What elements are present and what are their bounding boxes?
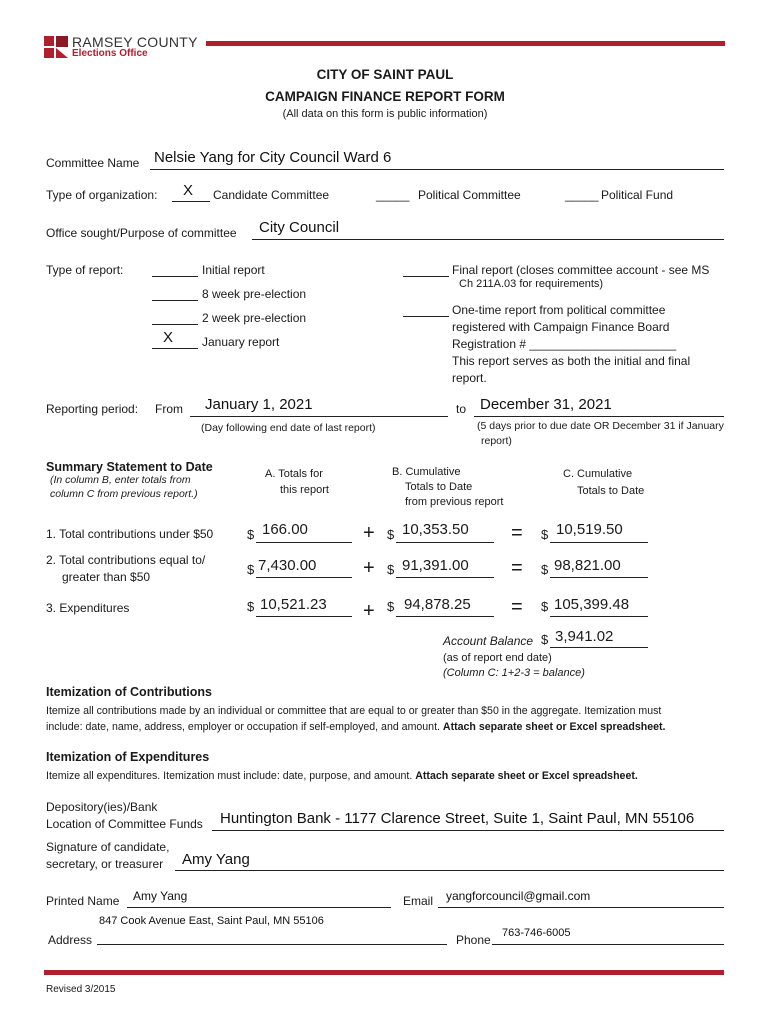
column-c-header: C. Cumulative [563, 468, 633, 480]
signature-value[interactable]: Amy Yang [182, 851, 250, 868]
row3-plus: + [363, 600, 375, 622]
column-c-header-line2: Totals to Date [577, 485, 645, 497]
office-sought-value[interactable]: City Council [259, 219, 340, 236]
row2-plus: + [363, 557, 375, 579]
email-value[interactable]: yangforcouncil@gmail.com [446, 889, 591, 903]
report-type-label: Type of report: [46, 263, 124, 277]
final-report-note: Ch 211A.03 for requirements) [459, 278, 604, 290]
printed-name-line [127, 907, 391, 908]
address-line [97, 944, 447, 945]
account-balance-value[interactable]: 3,941.02 [555, 628, 614, 645]
brand-name: RAMSEY COUNTY [72, 34, 198, 50]
email-label: Email [403, 894, 434, 908]
org-type-label: Type of organization: [46, 188, 158, 202]
row3-c-currency: $ [541, 599, 549, 614]
one-time-report-option: One-time report from political committee [452, 303, 666, 317]
summary-note-line2: column C from previous report.) [50, 488, 198, 500]
committee-name-value[interactable]: Nelsie Yang for City Council Ward 6 [154, 149, 392, 166]
revised-date: Revised 3/2015 [46, 984, 116, 995]
column-b-header-line2: Totals to Date [405, 481, 473, 493]
row3-c-line [550, 616, 648, 617]
row2-a-line [256, 577, 352, 578]
public-info-note: (All data on this form is public information) [282, 108, 488, 120]
form-title-city: CITY OF SAINT PAUL [316, 67, 454, 82]
account-balance-label: Account Balance [443, 634, 534, 648]
period-from-label: From [155, 402, 183, 416]
committee-name-line [150, 169, 724, 170]
itemization-expenditures-title: Itemization of Expenditures [46, 750, 210, 764]
depository-line [212, 830, 724, 831]
column-a-header-line2: this report [280, 484, 329, 496]
row3-equals: = [511, 596, 523, 618]
contributions-requirements: include: date, name, address, employer or occupation if self-employed, and amount. [46, 721, 440, 733]
signature-label: Signature of candidate, [46, 840, 170, 854]
email-line [438, 907, 724, 908]
depository-value[interactable]: Huntington Bank - 1177 Clarence Street, Suite 1, Saint Paul, MN 55106 [220, 810, 695, 827]
contributions-attach-note: Attach separate sheet or Excel spreadsheet. [442, 721, 666, 733]
row2-b-currency: $ [387, 562, 395, 577]
political-committee-blank[interactable]: _____ [376, 188, 410, 202]
period-to-line [474, 416, 724, 417]
column-b-header-line3: from previous report [405, 496, 504, 508]
signature-line [175, 870, 724, 871]
form-title: CAMPAIGN FINANCE REPORT FORM [265, 89, 505, 104]
row2-equals: = [511, 557, 523, 579]
row1-plus: + [363, 522, 375, 544]
one-time-report-line2: registered with Campaign Finance Board [452, 320, 670, 334]
initial-report-blank[interactable] [152, 276, 198, 277]
phone-line [492, 944, 724, 945]
row2-a-value[interactable]: 7,430.00 [258, 557, 317, 574]
row2-b-line [396, 577, 494, 578]
period-from-line [190, 416, 448, 417]
row-expenditures-label: 3. Expenditures [46, 601, 130, 615]
initial-report-option: Initial report [202, 263, 265, 277]
row-contributions-over-50-label-line2: greater than $50 [62, 570, 151, 584]
brand-sub: Elections Office [72, 48, 148, 59]
row-contributions-over-50-label: 2. Total contributions equal to/ [46, 553, 206, 567]
ramsey-county-logo [44, 34, 206, 60]
row3-b-line [396, 616, 494, 617]
itemization-expenditures-text [46, 770, 638, 782]
depository-label-line2: Location of Committee Funds [46, 817, 203, 831]
row1-a-line [256, 542, 352, 543]
candidate-committee-blank [172, 201, 210, 202]
committee-name-label: Committee Name [46, 156, 140, 170]
printed-name-label: Printed Name [46, 894, 120, 908]
phone-value[interactable]: 763-746-6005 [502, 927, 571, 939]
depository-label: Depository(ies)/Bank [46, 800, 158, 814]
row3-a-line [256, 616, 352, 617]
january-report-mark[interactable]: X [163, 329, 174, 346]
political-fund-blank[interactable]: _____ [565, 188, 599, 202]
row2-c-line [550, 577, 648, 578]
row3-b-value[interactable]: 94,878.25 [404, 596, 471, 613]
column-b-header: B. Cumulative [392, 466, 461, 478]
one-time-report-blank[interactable] [403, 316, 449, 317]
office-sought-line [252, 239, 724, 240]
row1-b-value[interactable]: 10,353.50 [402, 521, 469, 538]
row2-c-currency: $ [541, 562, 549, 577]
signature-label-line2: secretary, or treasurer [46, 857, 164, 871]
row1-equals: = [511, 522, 523, 544]
balance-note: (as of report end date) [443, 652, 552, 664]
candidate-committee-option: Candidate Committee [213, 188, 330, 202]
period-from-value[interactable]: January 1, 2021 [205, 396, 313, 413]
row2-a-currency: $ [247, 562, 255, 577]
row1-c-value[interactable]: 10,519.50 [556, 521, 623, 538]
balance-formula-note: (Column C: 1+2-3 = balance) [443, 667, 585, 679]
balance-line [550, 647, 648, 648]
row2-c-value[interactable]: 98,821.00 [554, 557, 621, 574]
political-committee-option: Political Committee [418, 188, 521, 202]
final-report-blank[interactable] [403, 276, 449, 277]
itemization-contributions-text-line2 [46, 721, 666, 733]
expenditures-attach-note: Attach separate sheet or Excel spreadsheet. [415, 770, 638, 782]
one-time-report-line5: report. [452, 371, 487, 385]
printed-name-value[interactable]: Amy Yang [133, 889, 188, 903]
period-to-note-line2: report) [481, 435, 512, 447]
one-time-report-line4: This report serves as both the initial and final [452, 354, 691, 368]
summary-note: (In column B, enter totals from [50, 474, 191, 486]
candidate-committee-mark[interactable]: X [183, 182, 194, 199]
logo-mark-icon [44, 36, 68, 58]
period-to-note: (5 days prior to due date OR December 31 if January [477, 420, 724, 432]
itemization-contributions-title: Itemization of Contributions [46, 685, 212, 699]
january-report-option: January report [202, 335, 280, 349]
row1-b-currency: $ [387, 527, 395, 542]
column-a-header: A. Totals for [265, 468, 323, 480]
two-week-blank[interactable] [152, 324, 198, 325]
eight-week-option: 8 week pre-election [202, 287, 307, 301]
period-to-value[interactable]: December 31, 2021 [480, 396, 612, 413]
office-sought-label: Office sought/Purpose of committee [46, 226, 237, 240]
reporting-period-label: Reporting period: [46, 402, 139, 416]
header-accent-bar [206, 41, 725, 46]
row-contributions-under-50-label: 1. Total contributions under $50 [46, 527, 214, 541]
row2-b-value[interactable]: 91,391.00 [402, 557, 469, 574]
january-report-blank [152, 348, 198, 349]
registration-number-field[interactable]: Registration # ______________________ [452, 337, 677, 351]
row1-a-currency: $ [247, 527, 255, 542]
balance-currency: $ [541, 632, 549, 647]
row1-b-line [396, 542, 494, 543]
row1-c-currency: $ [541, 527, 549, 542]
summary-title: Summary Statement to Date [46, 460, 213, 474]
itemization-contributions-text: Itemize all contributions made by an individual or committee that are equal to or greater than $50 in the aggregate. Itemization must [46, 705, 662, 717]
phone-label: Phone [456, 933, 491, 947]
row3-c-value[interactable]: 105,399.48 [554, 596, 630, 613]
row3-a-currency: $ [247, 599, 255, 614]
eight-week-blank[interactable] [152, 300, 198, 301]
row1-c-line [550, 542, 648, 543]
row3-b-currency: $ [387, 599, 395, 614]
period-from-note: (Day following end date of last report) [201, 422, 376, 434]
row3-a-value[interactable]: 10,521.23 [260, 596, 327, 613]
row1-a-value[interactable]: 166.00 [262, 521, 308, 538]
two-week-option: 2 week pre-election [202, 311, 307, 325]
period-to-label: to [456, 402, 467, 416]
footer-accent-bar [44, 970, 724, 975]
political-fund-option: Political Fund [601, 188, 674, 202]
expenditures-requirements: Itemize all expenditures. Itemization must include: date, purpose, and amount. [46, 770, 413, 782]
address-label: Address [48, 933, 93, 947]
address-value[interactable]: 847 Cook Avenue East, Saint Paul, MN 55106 [99, 915, 324, 927]
final-report-option: Final report (closes committee account - see MS [452, 263, 710, 277]
